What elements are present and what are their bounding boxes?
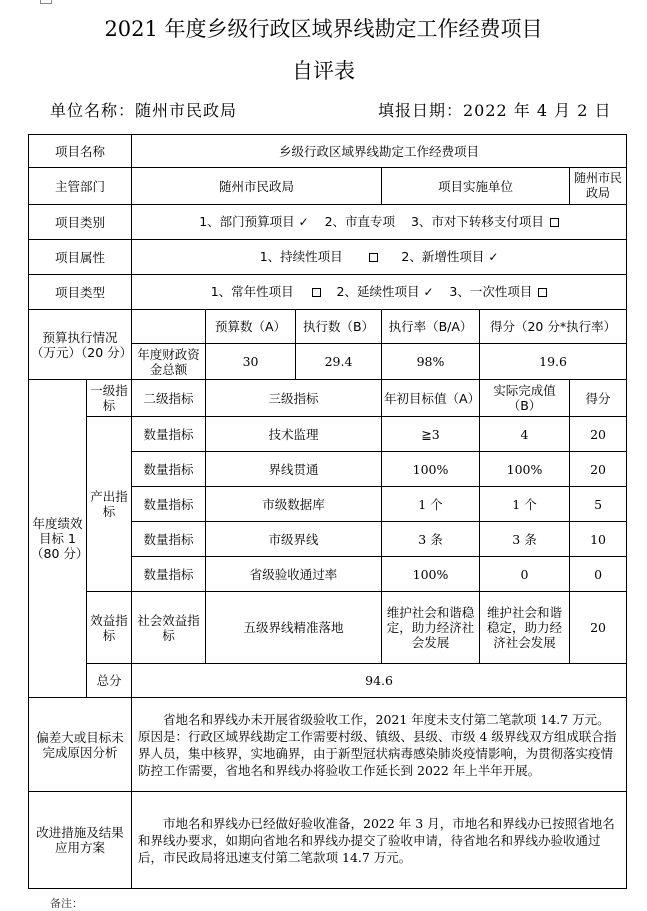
perf-actual: 0: [480, 557, 570, 592]
total-row: [29, 664, 627, 698]
perf-level3: 技术监理: [206, 417, 382, 452]
category-options: [132, 205, 627, 240]
perf-col-score: 得分: [570, 380, 627, 417]
output-indicator-label: 产出指标: [87, 417, 132, 592]
budget-row-label: 年度财政资金总额: [132, 344, 206, 380]
perf-col-level3: 三级指标: [206, 380, 382, 417]
perf-item-row: [29, 417, 627, 452]
unit-name: 单位名称：随州市民政局: [50, 101, 238, 120]
category-label: 项目类别: [29, 205, 132, 240]
check-icon: ✓: [298, 215, 309, 229]
project-name-label: 项目名称: [29, 135, 132, 168]
deviation-label: 偏差大或目标未完成原因分析: [29, 698, 132, 792]
perf-target: 100%: [382, 452, 480, 487]
benefit-actual: 维护社会和谐稳定，助力经济社会发展: [480, 592, 570, 664]
checkbox-icon: [550, 218, 559, 227]
perf-level3: 省级验收通过率: [206, 557, 382, 592]
attribute-label: 项目属性: [29, 240, 132, 275]
perf-level2: 数量指标: [132, 452, 206, 487]
category-option-3: 3、市对下转移支付项目: [410, 214, 544, 229]
type-option-2: 2、延续性项目: [336, 284, 420, 299]
budget-section-label: 预算执行情况（万元）（20 分）: [29, 310, 132, 380]
dept-label: 主管部门: [29, 168, 132, 205]
budget-value: 30: [206, 344, 296, 380]
perf-col-level2: 二级指标: [132, 380, 206, 417]
project-name-row: [29, 135, 627, 168]
checkbox-icon: [369, 253, 378, 262]
dept-value: 随州市民政局: [132, 168, 382, 205]
budget-header-row: [29, 310, 627, 344]
perf-level2: 数量指标: [132, 557, 206, 592]
perf-col-level1: 一级指标: [87, 380, 132, 417]
perf-target: ≧3: [382, 417, 480, 452]
budget-col-rate: 执行率（B/A）: [382, 310, 480, 344]
budget-corner-cell: [132, 310, 206, 344]
checkbox-icon: [312, 288, 321, 297]
budget-col-exec: 执行数（B）: [296, 310, 382, 344]
type-row: [29, 275, 627, 310]
perf-score: 5: [570, 487, 627, 522]
benefit-target: 维护社会和谐稳定，助力经济社会发展: [382, 592, 480, 664]
document-title: 2021 年度乡级行政区域界线勘定工作经费项目: [104, 17, 543, 41]
category-option-1: 1、部门预算项目: [199, 214, 295, 229]
total-value: 94.6: [132, 664, 627, 698]
improve-text: 市地名和界线办已经做好验收准备，2022 年 3 月，市地名和界线办已按照省地名和界线办要求，如期向省地名和界线办提交了验收申请，待省地名和界线办验收通过后，市民政局将迅速支付第二笔款项 14.7 万元。: [132, 792, 627, 889]
perf-score: 0: [570, 557, 627, 592]
improve-row: [29, 792, 627, 889]
perf-section-label: 年度绩效目标 1（80 分）: [29, 380, 87, 698]
checkbox-icon: [538, 288, 547, 297]
attribute-option-2: 2、新增性项目: [401, 249, 485, 264]
perf-score: 10: [570, 522, 627, 557]
perf-actual: 3 条: [480, 522, 570, 557]
attribute-options: [132, 240, 627, 275]
score-value: 19.6: [480, 344, 627, 380]
perf-target: 100%: [382, 557, 480, 592]
type-option-3: 3、一次性项目: [449, 284, 533, 299]
improve-label: 改进措施及结果应用方案: [29, 792, 132, 889]
total-label: 总分: [87, 664, 132, 698]
check-icon: ✓: [423, 285, 434, 299]
perf-target: 1 个: [382, 487, 480, 522]
exec-value: 29.4: [296, 344, 382, 380]
evaluation-table: [28, 134, 627, 889]
benefit-level2: 社会效益指标: [132, 592, 206, 664]
perf-level3: 市级界线: [206, 522, 382, 557]
benefit-indicator-label: 效益指标: [87, 592, 132, 664]
budget-col-budget: 预算数（A）: [206, 310, 296, 344]
impl-unit-value: 随州市民政局: [570, 168, 627, 205]
perf-level3: 界线贯通: [206, 452, 382, 487]
perf-target: 3 条: [382, 522, 480, 557]
category-option-2: 2、市直专项: [324, 214, 396, 229]
benefit-row: [29, 592, 627, 664]
perf-col-target: 年初目标值（A）: [382, 380, 480, 417]
fill-date: 填报日期：2022 年 4 月 2 日: [378, 101, 612, 120]
category-row: [29, 205, 627, 240]
impl-unit-label: 项目实施单位: [382, 168, 570, 205]
perf-score: 20: [570, 452, 627, 487]
perf-level3: 市级数据库: [206, 487, 382, 522]
perf-actual: 100%: [480, 452, 570, 487]
check-icon: ✓: [488, 250, 499, 264]
perf-level2: 数量指标: [132, 487, 206, 522]
project-name-value: 乡级行政区域界线勘定工作经费项目: [132, 135, 627, 168]
perf-header-row: [29, 380, 627, 417]
attribute-row: [29, 240, 627, 275]
perf-level2: 数量指标: [132, 417, 206, 452]
type-option-1: 1、常年性项目: [210, 284, 294, 299]
deviation-row: [29, 698, 627, 792]
perf-col-actual: 实际完成值（B）: [480, 380, 570, 417]
document-subtitle: 自评表: [292, 59, 355, 83]
perf-actual: 4: [480, 417, 570, 452]
rate-value: 98%: [382, 344, 480, 380]
perf-level2: 数量指标: [132, 522, 206, 557]
type-label: 项目类型: [29, 275, 132, 310]
top-edge-mark: [40, 0, 52, 4]
benefit-score: 20: [570, 592, 627, 664]
type-options: [132, 275, 627, 310]
deviation-text: 省地名和界线办未开展省级验收工作，2021 年度未支付第二笔款项 14.7 万元。原因是：行政区域界线勘定工作需要村级、镇级、县级、市级 4 级界线双方组成联合指界人员，集中核界，实地确界，由于新型冠状病毒感染肺炎疫情影响，为贯彻落实疫情防控工作需要，省地名和界线办将验收工作延长到 2022 年上半年开展。: [132, 698, 627, 792]
perf-actual: 1 个: [480, 487, 570, 522]
footer-note: 备注：: [50, 897, 83, 910]
department-row: [29, 168, 627, 205]
benefit-level3: 五级界线精准落地: [206, 592, 382, 664]
perf-score: 20: [570, 417, 627, 452]
budget-col-score: 得分（20 分*执行率）: [480, 310, 627, 344]
attribute-option-1: 1、持续性项目: [259, 249, 343, 264]
